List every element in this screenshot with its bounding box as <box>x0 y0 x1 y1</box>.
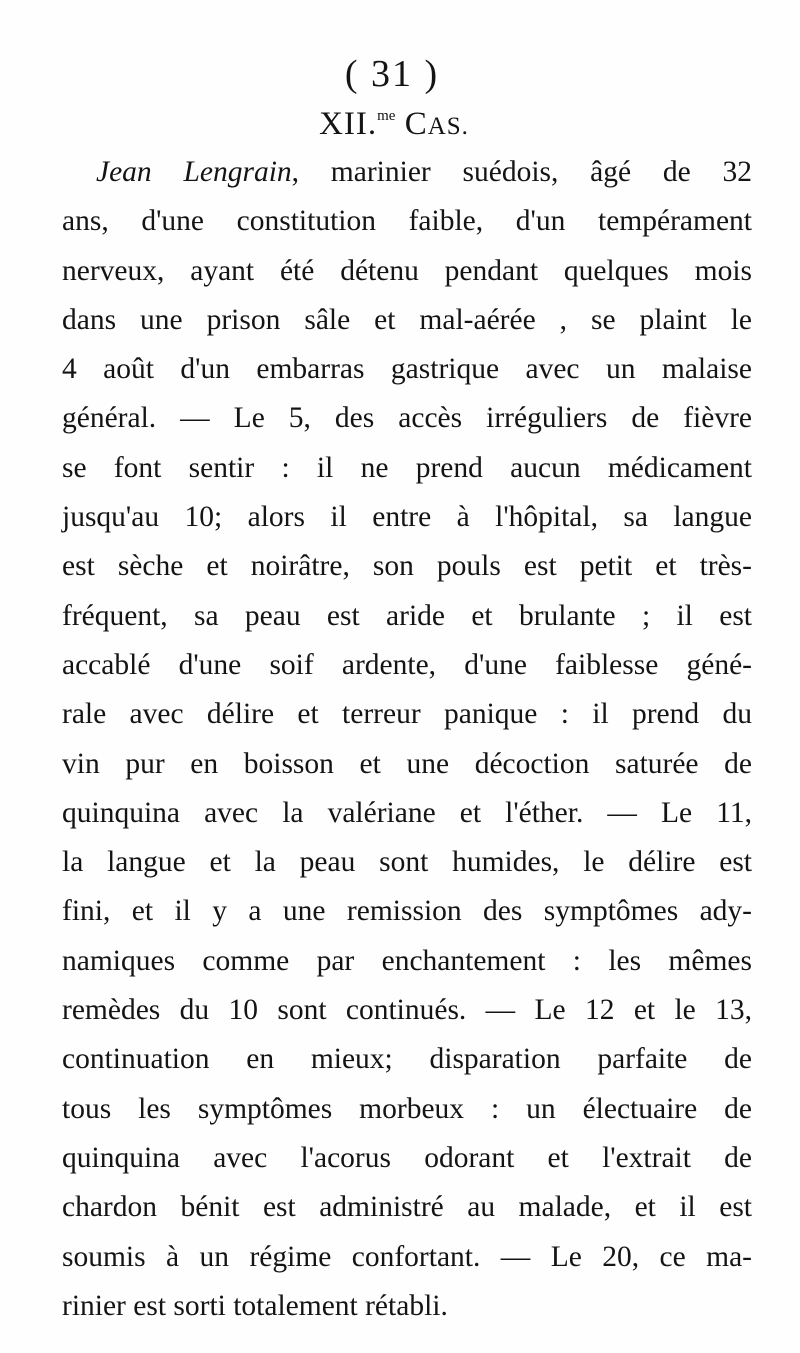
page-number: ( 31 ) <box>344 53 440 95</box>
case-word-initial: C <box>404 106 428 142</box>
case-paragraph <box>62 148 752 1331</box>
text-line: nerveux, ayant été détenu pendant quelques mois <box>62 254 752 287</box>
text-line: ans, d'une constitution faible, d'un tempérament <box>62 205 752 238</box>
text-line: 4 août d'un embarras gastrique avec un malaise <box>62 353 752 386</box>
text-line <box>62 148 752 197</box>
text-line: la langue et la peau sont humides, le délire est <box>62 846 752 879</box>
text-line: rale avec délire et terreur panique : il prend du <box>62 698 752 731</box>
text-line: fréquent, sa peau est aride et brulante ; il est <box>62 599 752 632</box>
text-line: namiques comme par enchantement : les mêmes <box>62 944 752 977</box>
text-line: se font sentir : il ne prend aucun médicament <box>62 451 752 484</box>
case-word-rest: AS. <box>427 113 469 140</box>
text-line: soumis à un régime confortant. — Le 20, ce ma- <box>62 1240 752 1273</box>
text-line: tous les symptômes morbeux : un électuaire de <box>62 1092 752 1125</box>
text-line: général. — Le 5, des accès irréguliers de fièvre <box>62 402 752 435</box>
text-line: accablé d'une soif ardente, d'une faiblesse géné- <box>62 648 752 681</box>
text-line: remèdes du 10 sont continués. — Le 12 et le 13, <box>62 994 752 1027</box>
text-line: chardon bénit est administré au malade, et il est <box>62 1191 752 1224</box>
case-heading <box>0 96 794 147</box>
text-line-content: , marinier suédois, âgé de 32 <box>291 156 753 188</box>
text-line: rinier est sorti totalement rétabli. <box>62 1289 448 1322</box>
case-roman-numeral: XII. <box>319 106 378 142</box>
case-ordinal-suffix: me <box>377 108 396 124</box>
text-line: jusqu'au 10; alors il entre à l'hôpital, sa langue <box>62 501 752 534</box>
text-line: continuation en mieux; disparation parfaite de <box>62 1043 752 1076</box>
text-line: fini, et il y a une remission des symptômes ady- <box>62 895 752 928</box>
text-line: quinquina avec la valériane et l'éther. — Le 11, <box>62 796 752 829</box>
text-line: quinquina avec l'acorus odorant et l'extrait de <box>62 1141 752 1174</box>
text-line: vin pur en boisson et une décoction saturée de <box>62 747 752 780</box>
patient-name: Jean Lengrain <box>96 156 292 188</box>
text-line: est sèche et noirâtre, son pouls est petit et très- <box>62 550 752 583</box>
text-line: dans une prison sâle et mal-aérée , se plaint le <box>62 303 752 336</box>
